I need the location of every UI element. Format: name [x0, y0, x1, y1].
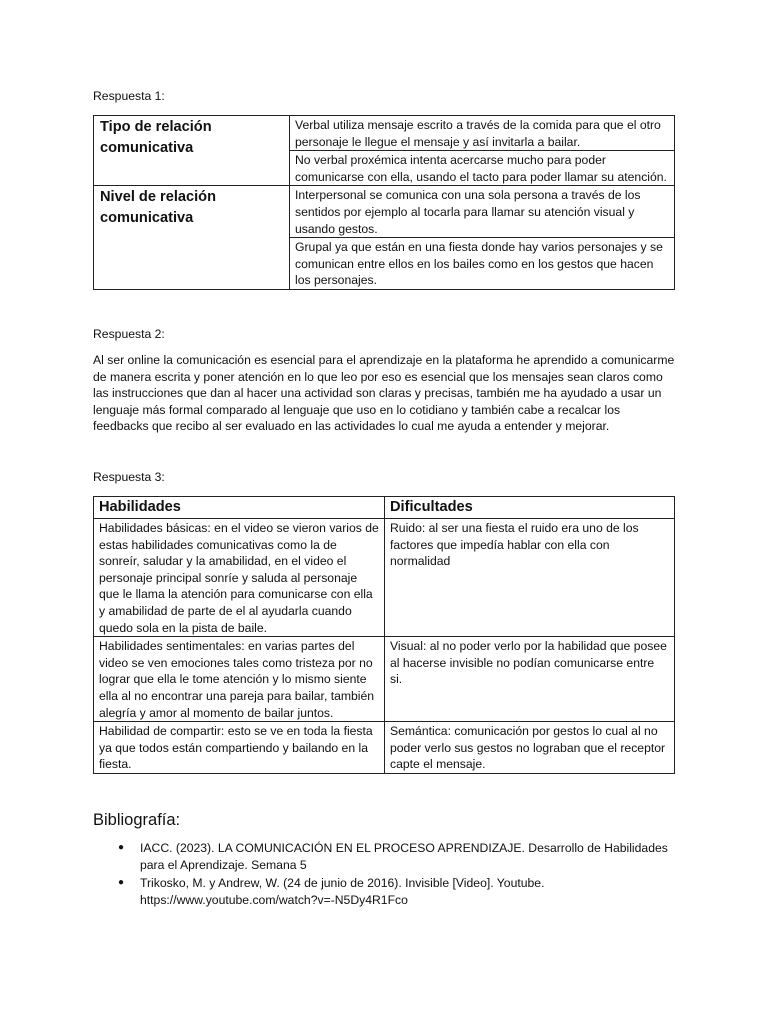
table-cell: Interpersonal se comunica con una sola persona a través de los sentidos por ejemplo al tocarla para llamar su atención visual y usando gestos.	[290, 186, 675, 238]
table-row	[94, 722, 675, 774]
table-row	[94, 637, 675, 722]
table-cell: Ruido: al ser una fiesta el ruido era uno de los factores que impedía hablar con ella con normalidad	[385, 519, 675, 637]
table-cell: Semántica: comunicación por gestos lo cual al no poder verlo sus gestos no lograban que el receptor capte el mensaje.	[385, 722, 675, 774]
table-cell: Habilidades sentimentales: en varias partes del video se ven emociones tales como tristeza por no lograr que ella le tome atención y lo mismo siente ella al no encontrar una pareja para bailar, también alegría y amor al momento de bailar juntos.	[94, 637, 385, 722]
communication-relation-table	[93, 115, 675, 290]
bullet-icon: ●	[118, 877, 125, 889]
skills-difficulties-table	[93, 496, 675, 774]
answer2-label: Respuesta 2:	[93, 327, 165, 341]
answer2-paragraph: Al ser online la comunicación es esencial para el aprendizaje en la plataforma he aprendido a comunicarme de manera escrita y poner atención en lo que leo por eso es esencial que los mensajes sean claros como las instrucciones que dan al hacer una actividad son claras y precisas, también me ha ayudado a usar un lenguaje más formal comparado al lenguaje que uso en lo cotidiano y también cabe a recalcar los feedbacks que recibo al ser evaluado en las actividades lo cual me ayuda a entender y mejorar.	[93, 353, 675, 434]
table-header-row	[94, 497, 675, 519]
table-cell: Grupal ya que están en una fiesta donde hay varios personajes y se comunican entre ellos en los bailes como en los gestos que hacen los personajes.	[290, 238, 675, 290]
table-row	[94, 519, 675, 637]
table-row	[94, 186, 675, 238]
bibliography-title: Bibliografía:	[93, 811, 181, 829]
bibliography-entry: Trikosko, M. y Andrew, W. (24 de junio de 2016). Invisible [Video]. Youtube. https://www.youtube.com/watch?v=-N5Dy4R1Fco	[140, 876, 545, 907]
answer1-label: Respuesta 1:	[93, 89, 165, 103]
table-row	[94, 116, 675, 151]
answer3-label: Respuesta 3:	[93, 470, 165, 484]
table-cell: Habilidades básicas: en el video se vieron varios de estas habilidades comunicativas como la de sonreír, saludar y la amabilidad, en el video el personaje principal sonríe y saluda al personaje que le llama la atención para comunicarse con ella y amabilidad de parte de el al ayudarla cuando quedo sola en la pista de baile.	[94, 519, 385, 637]
table-cell: Verbal utiliza mensaje escrito a través de la comida para que el otro personaje le llegue el mensaje y así invitarla a bailar.	[290, 116, 675, 151]
bibliography-entry: IACC. (2023). LA COMUNICACIÓN EN EL PROCESO APRENDIZAJE. Desarrollo de Habilidades para el Aprendizaje. Semana 5	[140, 841, 668, 872]
row-key-type: Tipo de relación comunicativa	[94, 116, 290, 186]
table-cell: Visual: al no poder verlo por la habilidad que posee al hacerse invisible no podían comunicarse entre si.	[385, 637, 675, 722]
table-cell: No verbal proxémica intenta acercarse mucho para poder comunicarse con ella, usando el tacto para poder llamar su atención.	[290, 151, 675, 186]
list-item	[115, 875, 675, 908]
row-key-level: Nivel de relación comunicativa	[94, 186, 290, 290]
bibliography-list	[115, 840, 675, 910]
header-difficulties: Dificultades	[385, 497, 675, 519]
table-cell: Habilidad de compartir: esto se ve en toda la fiesta ya que todos están compartiendo y bailando en la fiesta.	[94, 722, 385, 774]
header-skills: Habilidades	[94, 497, 385, 519]
list-item	[115, 840, 675, 873]
bullet-icon: ●	[118, 842, 125, 853]
